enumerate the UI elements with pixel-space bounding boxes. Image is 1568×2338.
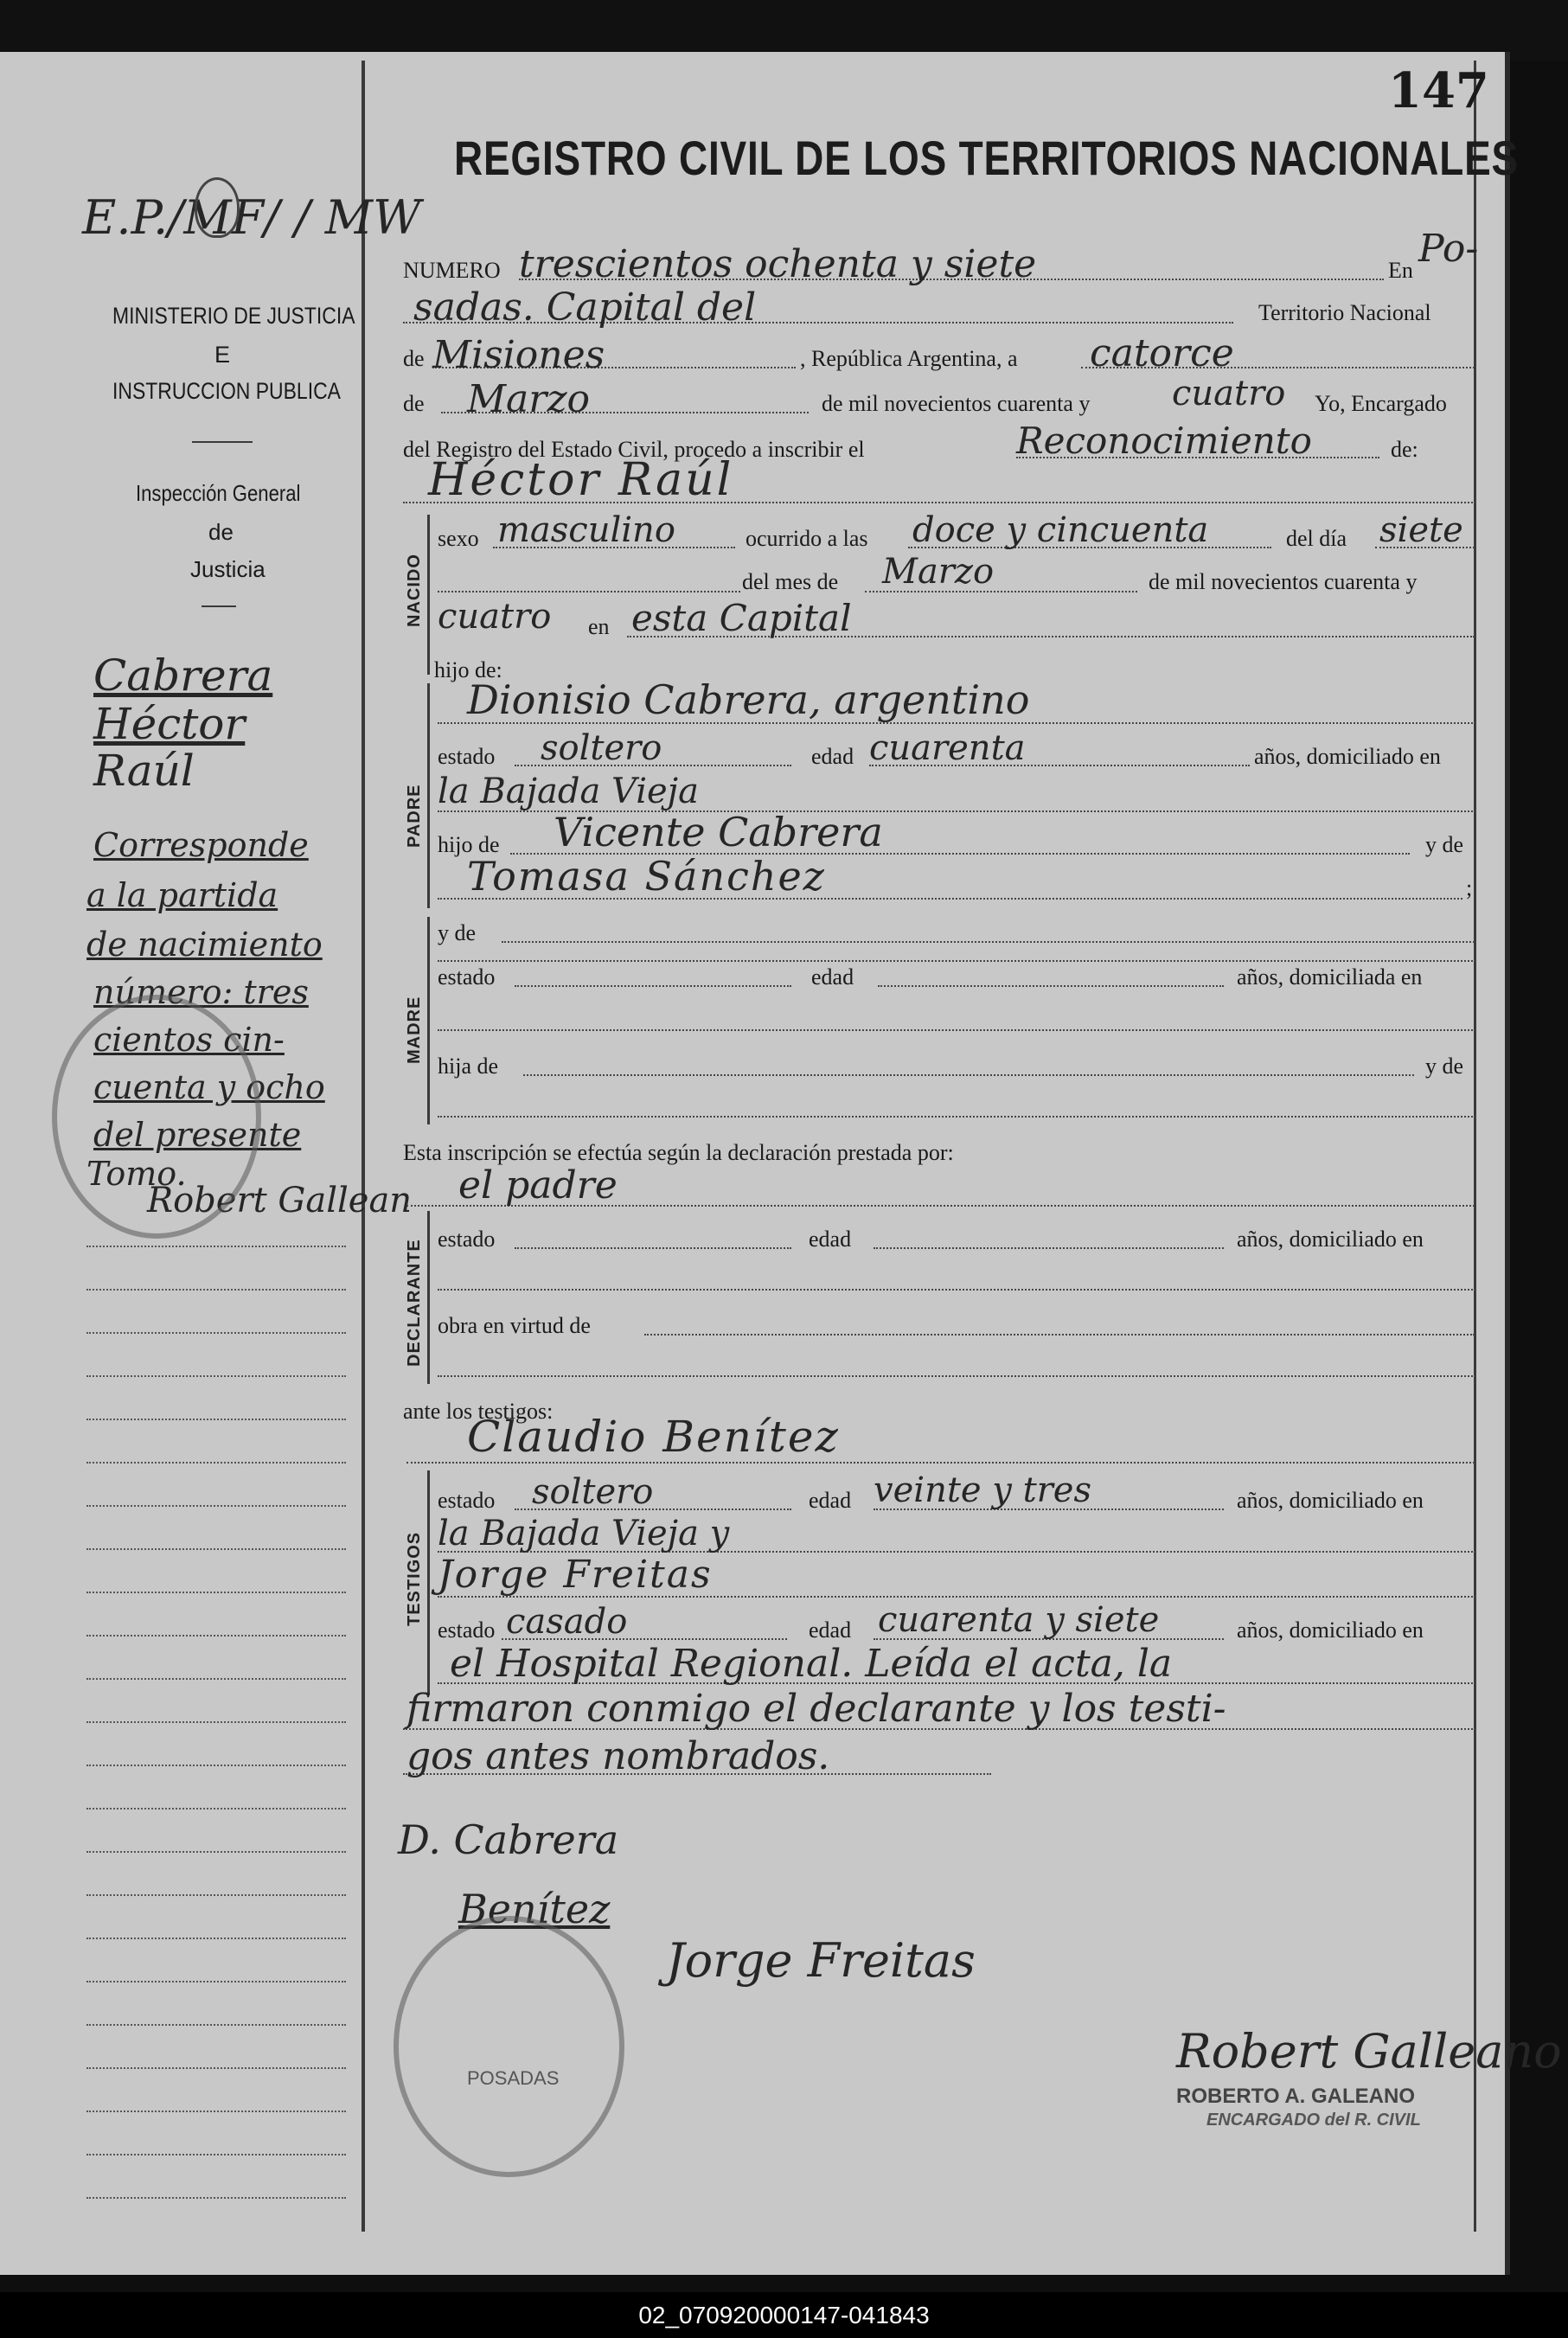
testigo1-edad-label: edad: [809, 1488, 852, 1513]
dia-value: siete: [1379, 510, 1463, 550]
margin-ruling-line: [86, 1289, 346, 1291]
testigo1-domicilio-label: años, domiciliado en: [1237, 1488, 1424, 1513]
official-name: ROBERTO A. GALEANO: [1176, 2085, 1416, 2108]
madre-domicilio-label: años, domiciliada en: [1237, 964, 1423, 990]
madre-yde-label: y de: [438, 920, 477, 945]
testigo1-estado-label: estado: [438, 1488, 496, 1513]
testigos-intro: ante los testigos:: [403, 1399, 554, 1424]
margin-ruling-line: [86, 1462, 346, 1464]
margin-ruling-line: [86, 1808, 346, 1810]
margin-ruling-line: [86, 1981, 346, 1982]
act-value: Reconocimiento: [1016, 420, 1312, 462]
signature-testigo2: Jorge Freitas: [666, 1933, 976, 1988]
margin-ruling-line: [86, 1332, 346, 1334]
margin-ruling-line: [86, 2154, 346, 2155]
margin-ruling-line: [86, 1505, 346, 1507]
place-value: sadas. Capital del: [413, 285, 757, 330]
testigo2-edad-value: cuarenta y siete: [878, 1600, 1160, 1640]
mes-label: del mes de: [742, 569, 839, 594]
declarante-estado-line: [515, 1247, 791, 1249]
declarante-value: el padre: [458, 1163, 618, 1207]
padre-section-label: PADRE: [405, 784, 424, 848]
padre-hijo-label: hijo de: [438, 832, 500, 857]
margin-ruling-line: [86, 1938, 346, 1939]
signature-official: Robert Galleano: [1176, 2024, 1562, 2079]
inspeccion-line1: Inspección General: [136, 480, 301, 506]
mes-pre-line: [438, 591, 740, 593]
margin-ruling-line: [86, 1548, 346, 1550]
signature-declarante: D. Cabrera: [398, 1816, 619, 1863]
registro-label: del Registro del Estado Civil, procedo a inscribir el: [403, 437, 865, 462]
dia-label: del día: [1286, 526, 1347, 551]
testigo1-domicilio-value: la Bajada Vieja y: [438, 1514, 730, 1553]
seal-center-text: POSADAS: [467, 2067, 560, 2089]
margin-note-line: Tomo.: [86, 1155, 187, 1193]
testigo1-name: Claudio Benítez: [467, 1412, 840, 1462]
margin-ruling-line: [86, 1592, 346, 1593]
padre-father-value: Vicente Cabrera: [554, 809, 883, 855]
declarante-section-label: DECLARANTE: [405, 1239, 424, 1367]
inspeccion-line3: Justicia: [190, 556, 266, 582]
numero-value: trescientos ochenta y siete: [519, 242, 1037, 286]
republica-label: , República Argentina, a: [800, 346, 1018, 371]
ocurrido-label: ocurrido a las: [746, 526, 868, 551]
margin-ruling-line: [86, 1246, 346, 1247]
right-border: [1474, 61, 1476, 2232]
margin-ruling-line: [86, 2024, 346, 2026]
margin-ruling-line: [86, 1375, 346, 1377]
testigos-section-label: TESTIGOS: [405, 1531, 424, 1626]
madre-hija-label: hija de: [438, 1054, 499, 1079]
en-label: En: [1388, 258, 1413, 283]
madre-estado-line: [515, 985, 791, 987]
declarante-edad-line: [874, 1247, 1224, 1249]
margin-note-line: Corresponde: [93, 826, 309, 864]
lugar-value: esta Capital: [631, 597, 852, 639]
padre-name: Dionisio Cabrera, argentino: [467, 676, 1030, 723]
nacido-section-label: NACIDO: [405, 554, 424, 627]
padre-estado-value: soltero: [541, 728, 662, 768]
margin-name1: Héctor: [93, 699, 246, 749]
day-value: catorce: [1090, 331, 1234, 375]
month-value: Marzo: [467, 377, 590, 421]
testigo2-estado-value: casado: [506, 1602, 628, 1642]
madre-mother-line: [438, 1116, 1475, 1118]
declarante-estado-label: estado: [438, 1227, 496, 1252]
ministry-line2: E: [214, 342, 231, 368]
margin-ruling-line: [86, 1765, 346, 1766]
margin-note-line: número: tres: [93, 973, 309, 1011]
child-name: Héctor Raúl: [428, 454, 734, 506]
yo-label: Yo, Encargado: [1315, 391, 1447, 416]
page-number: 147: [1388, 62, 1489, 119]
margin-note-line: a la partida: [86, 876, 278, 914]
margin-name2: Raúl: [93, 746, 195, 796]
madre-edad-line: [878, 985, 1224, 987]
territorio-label: Territorio Nacional: [1258, 300, 1431, 325]
inspeccion-rule: [202, 605, 236, 607]
coat-of-arms-icon: [195, 177, 240, 238]
margin-ruling-line: [86, 1419, 346, 1420]
margin-ruling-line: [86, 2197, 346, 2199]
margin-signature: Robert Gallean: [147, 1181, 413, 1220]
inspeccion-line2: de: [208, 519, 234, 545]
en-value: Po-: [1418, 227, 1479, 271]
closing-text1: firmaron conmigo el declarante y los testi-: [406, 1687, 1226, 1731]
declaracion-intro: Esta inscripción se efectúa según la declaración prestada por:: [403, 1140, 954, 1165]
official-title: ENCARGADO del R. CIVIL: [1206, 2111, 1421, 2130]
margin-stamp-handwriting: E.P./MF/ / MW: [82, 190, 421, 245]
hora-value: doce y cincuenta: [912, 510, 1209, 550]
testigo2-name: Jorge Freitas: [438, 1553, 713, 1597]
margin-divider: [362, 61, 365, 2232]
padre-domicilio-label: años, domiciliado en: [1254, 744, 1441, 769]
padre-estado-label: estado: [438, 744, 496, 769]
de-label: de: [403, 346, 425, 371]
anio-value: cuatro: [438, 597, 552, 637]
testigo2-domicilio-label: años, domiciliado en: [1237, 1617, 1424, 1643]
territorio-value: Misiones: [432, 333, 605, 377]
testigo1-estado-value: soltero: [532, 1472, 654, 1512]
margin-ruling-line: [86, 1851, 346, 1853]
ministry-line1: MINISTERIO DE JUSTICIA: [112, 303, 355, 329]
madre-section-label: MADRE: [405, 996, 424, 1064]
padre-edad-label: edad: [811, 744, 854, 769]
declarante-edad-label: edad: [809, 1227, 852, 1252]
madre-domicilio-line: [438, 1029, 1475, 1031]
closing-text2: gos antes nombrados.: [406, 1734, 830, 1778]
testigo2-domicilio-value: el Hospital Regional. Leída el acta, la: [450, 1642, 1173, 1686]
padre-domicilio-value: la Bajada Vieja: [438, 772, 699, 811]
madre-name-line2: [438, 960, 1475, 962]
madre-edad-label: edad: [811, 964, 854, 990]
mes-value: Marzo: [882, 552, 995, 592]
margin-seal-stamp: [52, 995, 261, 1239]
padre-edad-value: cuarenta: [869, 728, 1026, 768]
madre-name-line: [502, 941, 1475, 943]
obra-line: [644, 1334, 1475, 1336]
margin-ruling-line: [86, 1635, 346, 1637]
obra-label: obra en virtud de: [438, 1313, 591, 1338]
margin-ruling-line: [86, 1678, 346, 1680]
testigo1-edad-value: veinte y tres: [874, 1470, 1091, 1510]
year-value: cuatro: [1172, 374, 1286, 413]
madre-bracket: [427, 917, 438, 1124]
padre-yde-label: y de: [1425, 832, 1464, 857]
sexo-label: sexo: [438, 526, 479, 551]
margin-note-line: cuenta y ocho: [93, 1068, 325, 1106]
page-title: REGISTRO CIVIL DE LOS TERRITORIOS NACIONALES: [454, 131, 1519, 185]
madre-estado-label: estado: [438, 964, 496, 990]
footer-id: 02_070920000147-041843: [0, 2292, 1568, 2338]
ministry-rule: [192, 441, 253, 443]
declarante-domicilio-label: años, domiciliado en: [1237, 1227, 1424, 1252]
testigo2-estado-label: estado: [438, 1617, 496, 1643]
margin-ruling-line: [86, 1721, 346, 1723]
padre-mother-value: Tomasa Sánchez: [467, 853, 826, 900]
de3-label: de:: [1391, 437, 1418, 462]
registro-civil-seal-stamp: [394, 1916, 624, 2177]
year-label: de mil novecientos cuarenta y: [822, 391, 1091, 416]
testigo2-edad-label: edad: [809, 1617, 852, 1643]
numero-label: NUMERO: [403, 258, 501, 283]
ministry-line3: INSTRUCCION PUBLICA: [112, 378, 341, 404]
margin-ruling-line: [86, 2111, 346, 2112]
anio-label: de mil novecientos cuarenta y: [1149, 569, 1418, 594]
margin-ruling-line: [86, 2067, 346, 2069]
nacido-en-label: en: [588, 614, 610, 639]
obra-line2: [438, 1375, 1475, 1377]
margin-note-line: de nacimiento: [86, 926, 323, 964]
hijo-label: hijo de:: [434, 657, 502, 682]
sexo-value: masculino: [497, 510, 675, 550]
margin-ruling-line: [86, 1894, 346, 1896]
margin-note-line: del presente: [93, 1116, 302, 1154]
madre-hija-line: [523, 1074, 1414, 1076]
madre-yde2-label: y de: [1425, 1054, 1464, 1079]
testigo1-name-line: [406, 1462, 1475, 1464]
signature-testigo1: Benítez: [458, 1886, 611, 1932]
margin-surname: Cabrera: [93, 650, 273, 701]
margin-note-line: cientos cin-: [93, 1021, 285, 1059]
padre-semicolon: ;: [1466, 875, 1473, 900]
de2-label: de: [403, 391, 425, 416]
declarante-domicilio-line: [438, 1289, 1475, 1291]
